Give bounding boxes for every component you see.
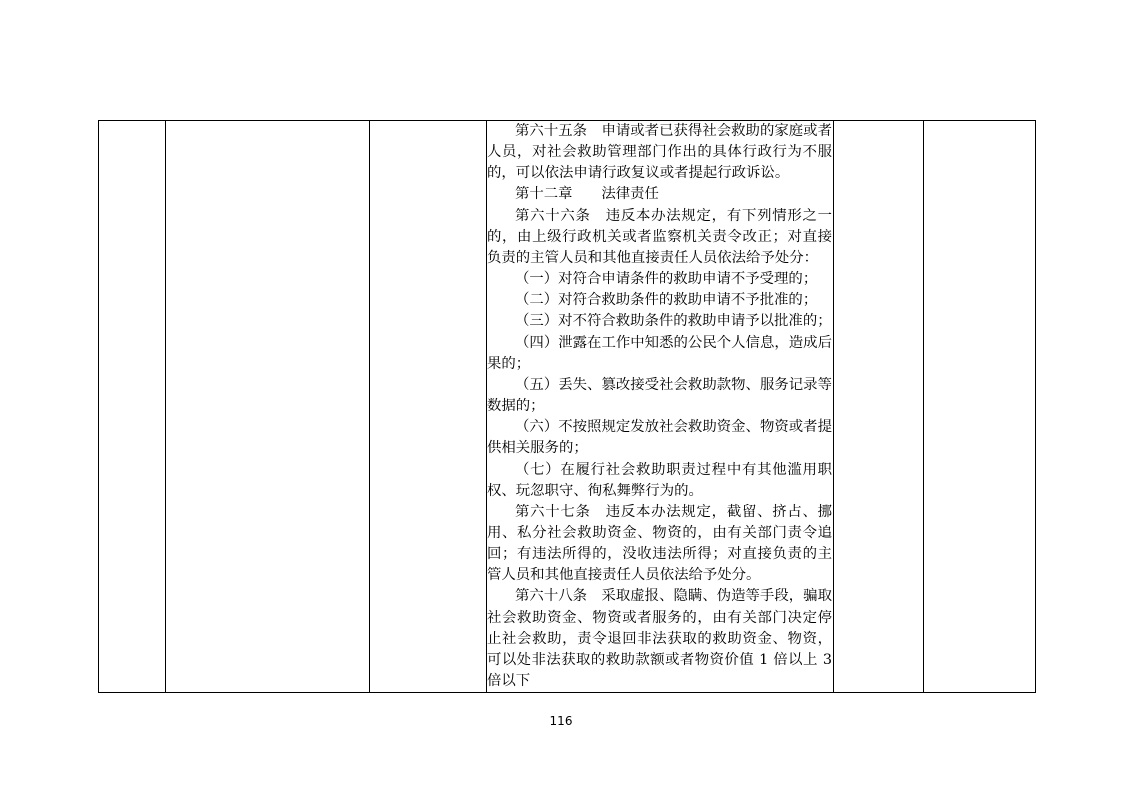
list-item-1: （一）对符合申请条件的救助申请不予受理的； <box>515 271 818 288</box>
table-row <box>99 121 1036 693</box>
chapter-heading: 第十二章 法律责任 <box>515 186 659 203</box>
list-item-4: （四）泄露在工作中知悉的公民个人信息，造成后果的； <box>487 334 832 372</box>
table-cell-5 <box>834 121 924 693</box>
list-item-3: （三）对不符合救助条件的救助申请予以批准的； <box>515 313 832 330</box>
list-item-5: （五）丢失、篡改接受社会救助款物、服务记录等数据的； <box>487 376 832 415</box>
table-cell-1 <box>99 121 166 693</box>
content-cell <box>487 121 834 693</box>
paragraph-article-68: 第六十八条 采取虚报、隐瞒、伪造等手段，骗取社会救助资金、物资或者服务的，由有关部门决定停止社会救助，责令退回非法获取的救助资金、物资，可以处非法获取的救助款额或者物资价值 1 倍以上 3 倍以下 <box>487 588 832 690</box>
paragraph-article-65: 第六十五条 申请或者已获得社会救助的家庭或者人员，对社会救助管理部门作出的具体行政行为不服的，可以依法申请行政复议或者提起行政诉讼。 <box>487 123 832 182</box>
list-item-6: （六）不按照规定发放社会救助资金、物资或者提供相关服务的； <box>487 419 832 457</box>
paragraph-article-67: 第六十七条 违反本办法规定，截留、挤占、挪用、私分社会救助资金、物资的，由有关部门责令追回；有违法所得的，没收违法所得；对直接负责的主管人员和其他直接责任人员依法给予处分。 <box>487 503 832 584</box>
page-number: 116 <box>549 714 573 728</box>
table-cell-2 <box>166 121 370 693</box>
list-item-2: （二）对符合救助条件的救助申请不予批准的； <box>515 292 818 309</box>
table-cell-3 <box>370 121 487 693</box>
paragraph-article-66: 第六十六条 违反本办法规定，有下列情形之一的，由上级行政机关或者监察机关责令改正；对直接负责的主管人员和其他直接责任人员依法给予处分： <box>487 207 832 266</box>
table-cell-6 <box>924 121 1036 693</box>
list-item-7: （七）在履行社会救助职责过程中有其他滥用职权、玩忽职守、徇私舞弊行为的。 <box>487 461 832 499</box>
document-table <box>98 120 1036 693</box>
